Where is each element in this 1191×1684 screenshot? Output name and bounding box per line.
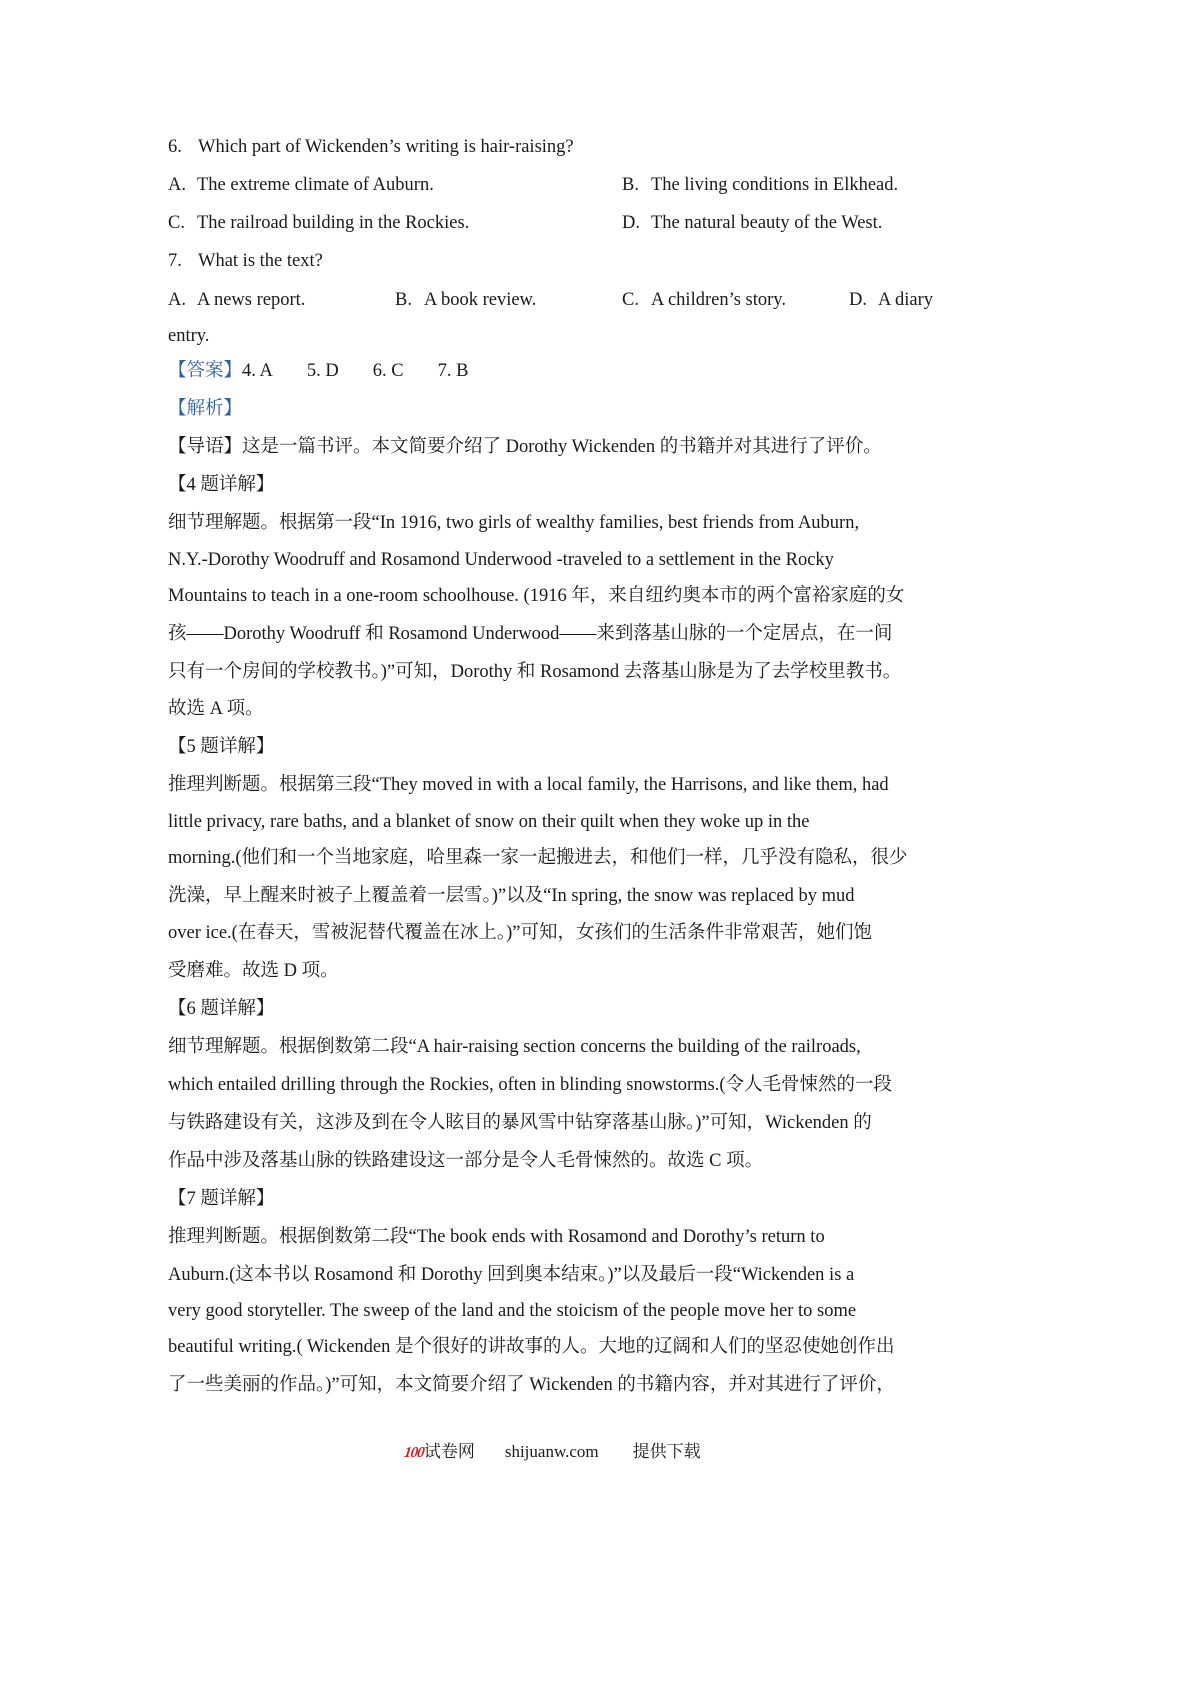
analysis-line: 故选 A 项。	[168, 699, 264, 719]
question-text: Which part of Wickenden’s writing is hair-raising?	[198, 137, 574, 157]
analysis-line: 只有一个房间的学校教书。)”可知，Dorothy 和 Rosamond 去落基山脉是为了去学校里教书。	[168, 662, 902, 682]
q7-option-d: D. A diary	[849, 290, 933, 310]
q6-option-b: B. The living conditions in Elkhead.	[622, 175, 899, 195]
analysis-line: Mountains to teach in a one-room schoolhouse. (1916 年，来自纽约奥本市的两个富裕家庭的女	[168, 586, 905, 606]
answer-item: 7. B	[437, 361, 469, 381]
site-logo: 100	[403, 1445, 425, 1461]
question-number: 7.	[168, 251, 182, 271]
question-6-stem	[168, 135, 943, 159]
analysis-line: very good storyteller. The sweep of the land and the stoicism of the people move her to some	[168, 1301, 857, 1321]
analysis-line: 孩——Dorothy Woodruff 和 Rosamond Underwood——来到落基山脉的一个定居点，在一间	[168, 624, 893, 644]
site-url: shijuanw.com	[504, 1442, 599, 1461]
analysis-line: 细节理解题。根据倒数第二段“A hair-raising section concerns the building of the railroads,	[168, 1037, 861, 1057]
question-text: What is the text?	[198, 251, 323, 271]
q7-option-b: B. A book review.	[395, 290, 537, 310]
analysis-line: N.Y.-Dorothy Woodruff and Rosamond Underwood -traveled to a settlement in the Rocky	[168, 550, 834, 570]
q6-option-c: C. The railroad building in the Rockies.	[168, 213, 470, 233]
q7-option-a: A. A news report.	[168, 290, 306, 310]
analysis-line: over ice.(在春天，雪被泥替代覆盖在冰上。)”可知，女孩们的生活条件非常艰苦，她们饱	[168, 923, 872, 943]
analysis-line: Auburn.(这本书以 Rosamond 和 Dorothy 回到奥本结束。)”以及最后一段“Wickenden is a	[168, 1265, 855, 1285]
answer-item: 6. C	[372, 361, 404, 381]
analysis-line: beautiful writing.( Wickenden 是个很好的讲故事的人。大地的辽阔和人们的坚忍使她创作出	[168, 1337, 895, 1357]
analysis-line: 推理判断题。根据第三段“They moved in with a local family, the Harrisons, and like them, had	[168, 775, 889, 795]
site-brand: 试卷网	[423, 1442, 475, 1461]
page-footer	[0, 1440, 1105, 1465]
analysis-line: which entailed drilling through the Rockies, often in blinding snowstorms.(令人毛骨悚然的一段	[168, 1075, 892, 1095]
analysis-line: 【4 题详解】	[168, 475, 275, 495]
analysis-line: 了一些美丽的作品。)”可知，本文简要介绍了 Wickenden 的书籍内容，并对其进行了评价，	[168, 1375, 895, 1395]
answer-item: 5. D	[306, 361, 339, 381]
analysis-line: 【5 题详解】	[168, 737, 275, 757]
analysis-line: 与铁路建设有关，这涉及到在令人眩目的暴风雪中钻穿落基山脉。)”可知，Wickenden 的	[168, 1113, 872, 1133]
q6-option-a: A. The extreme climate of Auburn.	[168, 175, 434, 195]
question-number: 6.	[168, 137, 182, 157]
analysis-line: 【7 题详解】	[168, 1189, 275, 1209]
analysis-line: morning.(他们和一个当地家庭，哈里森一家一起搬进去，和他们一样，几乎没有隐私，很少	[168, 848, 908, 868]
answer-line	[168, 359, 943, 383]
analysis-line: little privacy, rare baths, and a blanket of snow on their quilt when they woke up in the	[168, 812, 810, 832]
q7-option-d-wrap: entry.	[168, 326, 210, 346]
q7-option-c: C. A children’s story.	[622, 290, 786, 310]
analysis-label: 【解析】	[168, 399, 243, 419]
analysis-line: 推理判断题。根据倒数第二段“The book ends with Rosamond and Dorothy’s return to	[168, 1227, 825, 1247]
answer-item: 4. A	[242, 361, 273, 381]
analysis-line: 作品中涉及落基山脉的铁路建设这一部分是令人毛骨悚然的。故选 C 项。	[168, 1151, 764, 1171]
analysis-line: 受磨难。故选 D 项。	[168, 961, 339, 981]
footer-note: 提供下载	[632, 1442, 701, 1461]
analysis-line: 【导语】这是一篇书评。本文简要介绍了 Dorothy Wickenden 的书籍并对其进行了评价。	[168, 437, 882, 457]
analysis-line: 【6 题详解】	[168, 999, 275, 1019]
analysis-line: 细节理解题。根据第一段“In 1916, two girls of wealthy families, best friends from Auburn,	[168, 513, 860, 533]
answer-label: 【答案】	[168, 361, 243, 381]
q6-option-d: D. The natural beauty of the West.	[622, 213, 883, 233]
analysis-line: 洗澡，早上醒来时被子上覆盖着一层雪。)”以及“In spring, the snow was replaced by mud	[168, 886, 855, 906]
question-7-stem	[168, 249, 943, 273]
